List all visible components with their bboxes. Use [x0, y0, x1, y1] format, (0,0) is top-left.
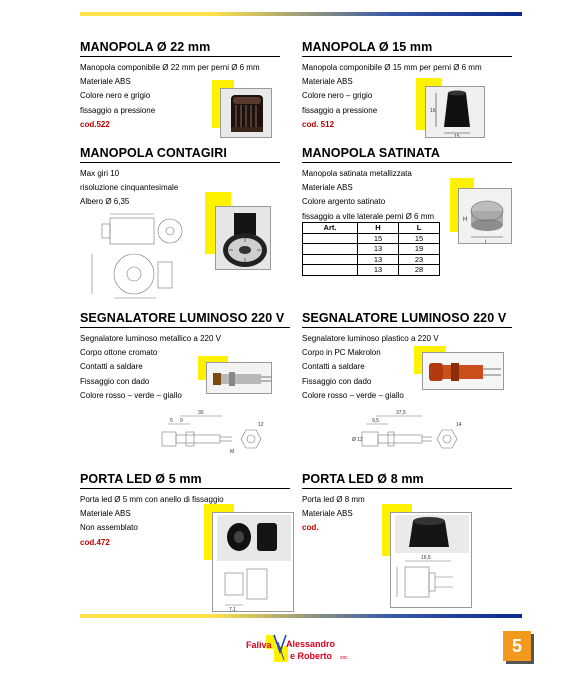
section-title: PORTA LED Ø 5 mm [80, 472, 202, 486]
title-underline [302, 162, 512, 163]
logo-text: Faliva [246, 640, 272, 650]
spec-line: Manopola componibile Ø 22 mm per perni Ø 6 mm [80, 63, 260, 72]
table-cell: 13 [358, 244, 399, 255]
spec-line: Contatti a saldare [302, 362, 365, 372]
porta-led-8-photo [382, 504, 472, 608]
dim-label: Ø 12 [352, 437, 363, 443]
spec-line: Fissaggio con dado [302, 376, 372, 386]
logo-text: e Roberto [290, 651, 333, 661]
knob-22-photo [212, 80, 272, 138]
table-row [303, 233, 440, 244]
table-header: H [358, 223, 399, 234]
spec-line: fissaggio a vite laterale perni Ø 6 mm [302, 211, 435, 221]
spec-line: Corpo in PC Makrolon [302, 348, 381, 358]
dim-label: 14 [456, 422, 462, 428]
spec-line: Segnalatore luminoso metallico a 220 V [80, 334, 221, 343]
dim-label: 5 [170, 418, 173, 424]
spec-line: Corpo ottone cromato [80, 348, 158, 358]
porta-led-5-photo [204, 504, 294, 612]
company-logo [244, 632, 362, 666]
dim-label: 37,5 [396, 410, 406, 416]
dim-h-label: H [463, 217, 468, 223]
title-underline [302, 327, 512, 328]
dim-h-label: 16 [430, 108, 436, 114]
title-underline [302, 56, 512, 57]
section-title: MANOPOLA CONTAGIRI [80, 146, 227, 160]
knob-15-photo [416, 78, 486, 138]
table-cell [303, 233, 358, 244]
title-underline [80, 327, 290, 328]
spec-line: Manopola satinata metallizzata [302, 169, 412, 178]
spec-line: Contatti a saldare [80, 362, 143, 372]
dim-label: 16,5 [421, 555, 431, 561]
segnalatore-plastico-photo [414, 346, 504, 390]
spec-line: Manopola componibile Ø 15 mm per perni Ø 6 mm [302, 63, 482, 72]
dim-w-label: 15 [454, 134, 460, 138]
product-code: cod.522 [80, 119, 110, 129]
spec-line: Fissaggio con dado [80, 376, 150, 386]
page-number: 5 [503, 631, 531, 661]
spec-line: fissaggio a pressione [80, 105, 156, 115]
dim-label: M [230, 449, 235, 455]
product-code: cod. 512 [302, 119, 335, 129]
spec-line: fissaggio a pressione [302, 105, 378, 115]
table-cell: 13 [358, 254, 399, 265]
table-header: L [399, 223, 440, 234]
spec-line: risoluzione cinquantesimale [80, 183, 179, 193]
bottom-decorative-band [80, 614, 522, 618]
spec-line: Max giri 10 [80, 169, 120, 178]
title-underline [80, 56, 280, 57]
logo-text: Alessandro [286, 639, 336, 649]
table-cell [303, 244, 358, 255]
product-code: cod.472 [80, 537, 110, 547]
spec-line: Non assemblato [80, 523, 138, 533]
spec-line: Porta led Ø 5 mm con anello di fissaggio [80, 495, 224, 504]
spec-line: Colore rosso – verde – giallo [80, 390, 182, 400]
section-title: MANOPOLA SATINATA [302, 146, 441, 160]
table-cell [303, 265, 358, 276]
spec-line: Colore rosso – verde – giallo [302, 390, 404, 400]
dim-l-label: L [485, 240, 489, 244]
logo-text: snc [340, 655, 348, 661]
spec-line: Porta led Ø 8 mm [302, 495, 365, 504]
spec-line: Colore nero e grigio [80, 91, 151, 101]
segnalatore-metallico-drawing [150, 408, 280, 460]
dim-label: 12 [258, 422, 264, 428]
table-cell: 13 [358, 265, 399, 276]
satinata-size-table [302, 222, 440, 276]
spec-line: Materiale ABS [80, 509, 131, 519]
dim-label: 9,5 [372, 418, 379, 424]
spec-line: Materiale ABS [80, 77, 131, 87]
section-title: MANOPOLA Ø 15 mm [302, 40, 433, 54]
dim-label: 9 [180, 418, 183, 424]
spec-line: Colore argento satinato [302, 197, 386, 207]
table-cell [303, 254, 358, 265]
section-title: SEGNALATORE LUMINOSO 220 V [80, 311, 285, 325]
table-cell: 23 [399, 254, 440, 265]
section-title: SEGNALATORE LUMINOSO 220 V [302, 311, 507, 325]
dim-label: 30 [198, 410, 204, 416]
title-underline [80, 488, 290, 489]
section-title: MANOPOLA Ø 22 mm [80, 40, 211, 54]
table-cell: 15 [358, 233, 399, 244]
dim-label: 7,1 [229, 607, 236, 612]
satinata-photo [450, 178, 512, 244]
product-code: cod. [302, 523, 319, 533]
top-decorative-band [80, 12, 522, 16]
spec-line: Materiale ABS [302, 77, 353, 87]
spec-line: Albero Ø 6,35 [80, 197, 130, 207]
spec-line: Materiale ABS [302, 183, 353, 193]
spec-line: Colore nero – grigio [302, 91, 373, 101]
table-row [303, 265, 440, 276]
table-cell: 28 [399, 265, 440, 276]
spec-line: Materiale ABS [302, 509, 353, 519]
table-row [303, 254, 440, 265]
table-header: Art. [303, 223, 358, 234]
segnalatore-metallico-photo [198, 356, 274, 394]
segnalatore-plastico-drawing [352, 410, 472, 458]
section-title: PORTA LED Ø 8 mm [302, 472, 424, 486]
title-underline [80, 162, 280, 163]
table-cell: 15 [399, 233, 440, 244]
title-underline [302, 488, 512, 489]
table-row [303, 244, 440, 255]
contagiri-photo [205, 192, 271, 272]
table-cell: 19 [399, 244, 440, 255]
spec-line: Segnalatore luminoso plastico a 220 V [302, 334, 439, 343]
table-header-row [303, 223, 440, 234]
contagiri-technical-drawing [84, 206, 194, 304]
